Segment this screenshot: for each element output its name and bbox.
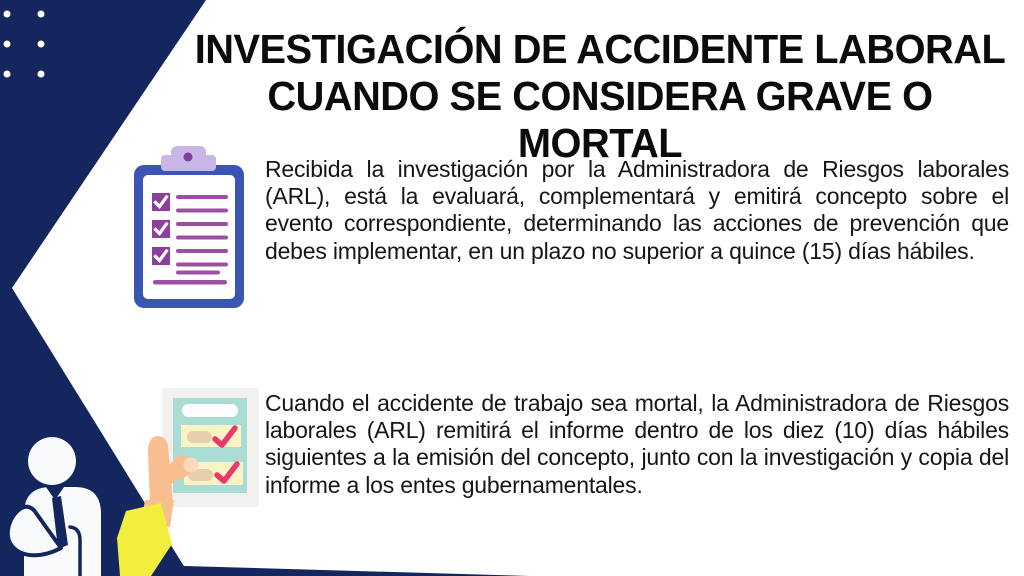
paragraph-mortal-accident: Cuando el accidente de trabajo sea mortal, la Administradora de Riesgos laborales (ARL) remitirá el informe dentro de los diez (10) días hábiles siguientes a la emisión del concepto, junto con la investigación y copia del informe a los entes gubernamentales.	[265, 390, 1009, 498]
title-line-1: INVESTIGACIÓN DE ACCIDENTE LABORAL	[194, 26, 1006, 72]
paragraph-arl-evaluation: Recibida la investigación por la Administradora de Riesgos laborales (ARL), está la evaluará, complementará y emitirá concepto sobre el evento correspondiente, determinando las acciones de prevención que debes implementar, en un plazo no superior a quince (15) días hábiles.	[265, 156, 1009, 264]
hand-checklist-icon	[117, 388, 259, 576]
title-line-2: CUANDO SE CONSIDERA GRAVE O MORTAL	[267, 73, 933, 166]
clipboard-checklist-icon	[134, 146, 244, 308]
slide-title	[180, 26, 1020, 167]
bottom-wedge-shape	[150, 565, 530, 576]
